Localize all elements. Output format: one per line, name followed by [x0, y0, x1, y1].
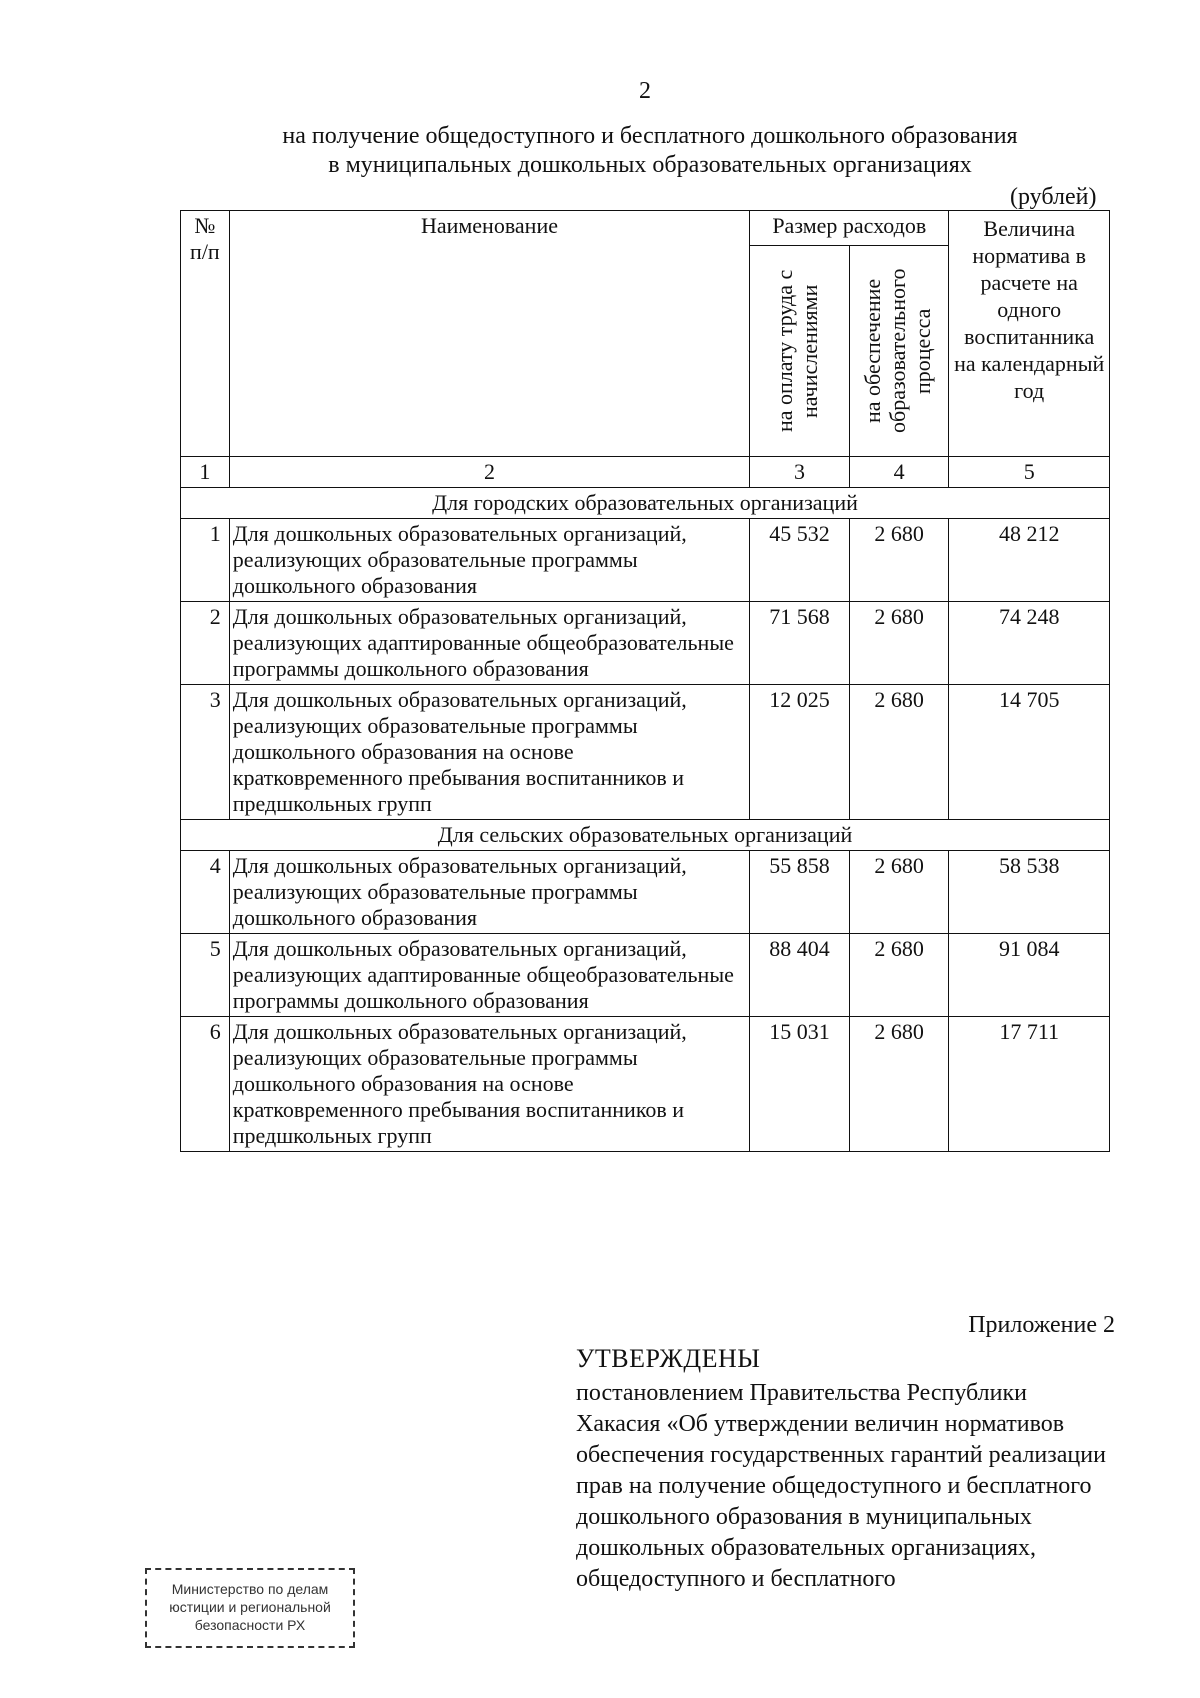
norms-table [180, 210, 1110, 1152]
row-no: 3 [181, 685, 230, 820]
row-labor: 12 025 [750, 685, 850, 820]
header-no: № п/п [181, 211, 230, 457]
table-row [181, 602, 1110, 685]
row-process: 2 680 [849, 934, 949, 1017]
row-norm: 58 538 [949, 851, 1110, 934]
row-labor: 71 568 [750, 602, 850, 685]
table-row [181, 851, 1110, 934]
table-row [181, 1017, 1110, 1152]
row-name: Для дошкольных образовательных организаций, реализующих адаптированные общеобразовательные программы дошкольного образования [229, 934, 749, 1017]
header-name: Наименование [229, 211, 749, 457]
appendix-label: Приложение 2 [968, 1312, 1115, 1338]
row-name: Для дошкольных образовательных организаций, реализующих адаптированные общеобразовательные программы дошкольного образования [229, 602, 749, 685]
row-norm: 74 248 [949, 602, 1110, 685]
row-process: 2 680 [849, 602, 949, 685]
table-row [181, 934, 1110, 1017]
stamp-line: юстиции и региональной [169, 1599, 331, 1615]
stamp-line: безопасности РХ [194, 1617, 306, 1633]
row-labor: 15 031 [750, 1017, 850, 1152]
row-name: Для дошкольных образовательных организаций, реализующих образовательные программы дошкольного образования на основе кратковременного пребывания воспитанников и предшкольных групп [229, 685, 749, 820]
column-index: 3 [750, 457, 850, 488]
stamp-line: Министерство по делам [171, 1581, 329, 1597]
table-row [181, 685, 1110, 820]
row-labor: 88 404 [750, 934, 850, 1017]
row-norm: 91 084 [949, 934, 1110, 1017]
row-labor: 55 858 [750, 851, 850, 934]
row-norm: 48 212 [949, 519, 1110, 602]
column-index: 5 [949, 457, 1110, 488]
row-name: Для дошкольных образовательных организаций, реализующих образовательные программы дошкольного образования [229, 851, 749, 934]
row-no: 4 [181, 851, 230, 934]
ministry-stamp [145, 1568, 355, 1648]
row-no: 2 [181, 602, 230, 685]
approved-title: УТВЕРЖДЕНЫ [576, 1344, 761, 1373]
section-row-urban [181, 488, 1110, 519]
page-title [180, 122, 1120, 180]
row-process: 2 680 [849, 1017, 949, 1152]
page-number: 2 [639, 78, 651, 104]
header-norm: Величина норматива в расчете на одного воспитанника на календарный год [949, 211, 1110, 457]
table-header-row [181, 211, 1110, 246]
row-name: Для дошкольных образовательных организаций, реализующих образовательные программы дошкольного образования на основе кратковременного пребывания воспитанников и предшкольных групп [229, 1017, 749, 1152]
table-row [181, 519, 1110, 602]
section-title: Для сельских образовательных организаций [181, 820, 1110, 851]
header-process: на обеспечение образовательного процесса [860, 268, 936, 434]
header-labor: на оплату труда с начислениями [772, 269, 823, 433]
row-no: 5 [181, 934, 230, 1017]
row-process: 2 680 [849, 851, 949, 934]
header-expenses: Размер расходов [750, 211, 949, 246]
row-norm: 17 711 [949, 1017, 1110, 1152]
section-title: Для городских образовательных организаций [181, 488, 1110, 519]
row-labor: 45 532 [750, 519, 850, 602]
column-index: 4 [849, 457, 949, 488]
title-line-1: на получение общедоступного и бесплатного дошкольного образования [282, 123, 1018, 149]
unit-label: (рублей) [1010, 184, 1097, 210]
row-no: 6 [181, 1017, 230, 1152]
row-process: 2 680 [849, 519, 949, 602]
row-norm: 14 705 [949, 685, 1110, 820]
approval-text: постановлением Правительства Республики Хакасия «Об утверждении величин нормативов обеспечения государственных гарантий реализации прав на получение общедоступного и бесплатного дошкольного образования в муниципальных дошкольных образовательных организациях, общедоступного и бесплатного [576, 1380, 1106, 1592]
title-line-2: в муниципальных дошкольных образовательных организациях [328, 152, 972, 178]
row-name: Для дошкольных образовательных организаций, реализующих образовательные программы дошкольного образования [229, 519, 749, 602]
column-index-row [181, 457, 1110, 488]
section-row-rural [181, 820, 1110, 851]
header-process-cell [849, 246, 949, 457]
header-labor-cell [750, 246, 850, 457]
row-process: 2 680 [849, 685, 949, 820]
column-index: 1 [181, 457, 230, 488]
row-no: 1 [181, 519, 230, 602]
column-index: 2 [229, 457, 749, 488]
